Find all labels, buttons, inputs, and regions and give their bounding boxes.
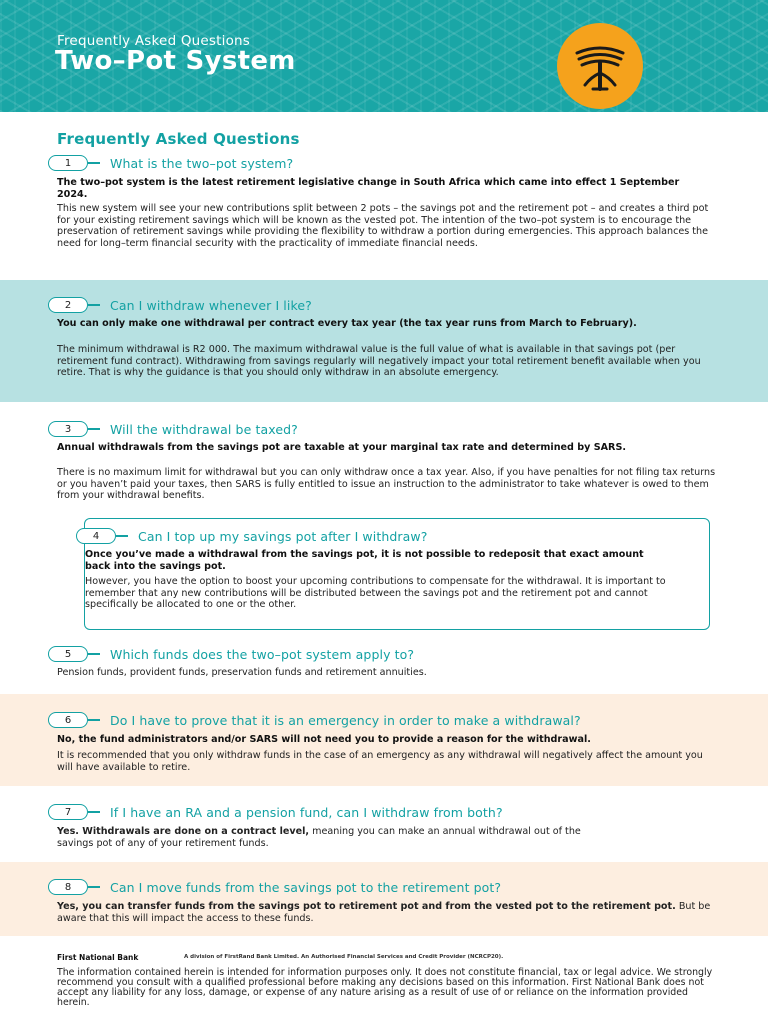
connector-line bbox=[116, 535, 128, 537]
faq-3-answer-body: There is no maximum limit for withdrawal but you can only withdraw once a tax year. Also, if you have penalties for not filing tax returns or you haven’t paid your taxes, then SARS is fully entitled to issue an instruction to the administrator to take whatever is owed to them from your withdrawal benefits. bbox=[57, 467, 716, 501]
question-text: Will the withdrawal be taxed? bbox=[110, 421, 298, 437]
faq-4-question bbox=[76, 526, 427, 546]
fnb-tree-logo-icon bbox=[557, 23, 643, 109]
faq-2-answer-bold: You can only make one withdrawal per contract every tax year (the tax year runs from March to February). bbox=[57, 318, 637, 329]
faq-number-badge: 2 bbox=[48, 297, 88, 313]
faq-4-answer-body: However, you have the option to boost your upcoming contributions to compensate for the withdrawal. It is important to remember that any new contributions will be distributed between the savings pot and the retirement pot and cannot specifically be allocated to one or the other. bbox=[85, 576, 666, 610]
faq-7-question bbox=[48, 802, 503, 822]
faq-5-answer-body: Pension funds, provident funds, preservation funds and retirement annuities. bbox=[57, 667, 427, 678]
question-text: Which funds does the two–pot system apply to? bbox=[110, 646, 415, 662]
faq-6-question bbox=[48, 710, 581, 730]
header-kicker: Frequently Asked Questions bbox=[57, 33, 251, 49]
question-text: Can I move funds from the savings pot to the retirement pot? bbox=[110, 879, 502, 895]
faq-number-badge: 6 bbox=[48, 712, 88, 728]
question-text: Do I have to prove that it is an emergency in order to make a withdrawal? bbox=[110, 712, 581, 728]
footer-brand: First National Bank bbox=[57, 953, 139, 962]
faq-number-badge: 4 bbox=[76, 528, 116, 544]
connector-line bbox=[88, 811, 100, 813]
page-header bbox=[0, 0, 768, 112]
faq-8-background bbox=[0, 862, 768, 936]
faq-6-answer-body: It is recommended that you only withdraw funds in the case of an emergency as any withdrawal will negatively affect the amount you will have available to retire. bbox=[57, 750, 703, 773]
faq-8-answer bbox=[57, 901, 722, 924]
faq-1-question bbox=[48, 153, 293, 173]
connector-line bbox=[88, 162, 100, 164]
question-text: If I have an RA and a pension fund, can I withdraw from both? bbox=[110, 804, 503, 820]
faq-7-answer bbox=[57, 826, 617, 849]
faq-7-answer-body: meaning you can make an annual withdrawal out of the savings pot of any of your retirement funds. bbox=[57, 826, 581, 849]
faq-7-answer-bold: Yes. Withdrawals are done on a contract level, bbox=[57, 826, 310, 837]
faq-number-badge: 8 bbox=[48, 879, 88, 895]
footer-legal-line: A division of FirstRand Bank Limited. An Authorised Financial Services and Credit Provider (NCRCP20). bbox=[184, 954, 504, 960]
faq-1-answer-body: This new system will see your new contributions split between 2 pots – the savings pot and the retirement pot – and creates a third pot for your existing retirement savings which will be known as the vested pot. The intention of the two–pot system is to encourage the preservation of retirement savings while providing the flexibility to withdraw a portion during emergencies. This approach balances the need for long–term financial security with the practicality of immediate financial needs. bbox=[57, 203, 709, 249]
faq-1-answer-bold: The two–pot system is the latest retirement legislative change in South Africa which came into effect 1 September 2024. bbox=[57, 177, 680, 200]
faq-8-answer-bold: Yes, you can transfer funds from the savings pot to retirement pot and from the vested pot to the retirement pot. bbox=[57, 901, 676, 912]
connector-line bbox=[88, 653, 100, 655]
connector-line bbox=[88, 428, 100, 430]
faq-8-answer-body: But be aware that this will impact the access to these funds. bbox=[57, 901, 711, 924]
faq-number-badge: 5 bbox=[48, 646, 88, 662]
section-heading: Frequently Asked Questions bbox=[57, 130, 300, 148]
connector-line bbox=[88, 886, 100, 888]
faq-number-badge: 3 bbox=[48, 421, 88, 437]
connector-line bbox=[88, 304, 100, 306]
faq-4-answer-bold: Once you’ve made a withdrawal from the savings pot, it is not possible to redeposit that exact amount back into the savings pot. bbox=[85, 549, 644, 572]
question-text: Can I withdraw whenever I like? bbox=[110, 297, 312, 313]
footer-disclaimer: The information contained herein is intended for information purposes only. It does not constitute financial, tax or legal advice. We strongly recommend you consult with a qualified professional before making any decisions based on this information. First National Bank does not accept any liability for any loss, damage, or expense of any nature arising as a result of use of or reliance on the information provided herein. bbox=[57, 967, 713, 1008]
faq-3-answer-bold: Annual withdrawals from the savings pot are taxable at your marginal tax rate and determined by SARS. bbox=[57, 442, 627, 453]
faq-number-badge: 7 bbox=[48, 804, 88, 820]
faq-6-answer-bold: No, the fund administrators and/or SARS will not need you to provide a reason for the withdrawal. bbox=[57, 734, 591, 745]
faq-3-question bbox=[48, 419, 298, 439]
question-text: What is the two–pot system? bbox=[110, 155, 294, 171]
connector-line bbox=[88, 719, 100, 721]
faq-2-question bbox=[48, 295, 312, 315]
faq-number-badge: 1 bbox=[48, 155, 88, 171]
question-text: Can I top up my savings pot after I withdraw? bbox=[138, 528, 428, 544]
faq-8-question bbox=[48, 877, 501, 897]
page-title: Two–Pot System bbox=[55, 46, 296, 76]
faq-2-answer-body: The minimum withdrawal is R2 000. The maximum withdrawal value is the full value of what is available in that savings pot (per retirement fund contract). Withdrawing from savings regularly will negatively impact your total retirement benefit available when you retire. That is why the guidance is that you should only withdraw in an absolute emergency. bbox=[57, 344, 701, 378]
faq-5-question bbox=[48, 644, 414, 664]
